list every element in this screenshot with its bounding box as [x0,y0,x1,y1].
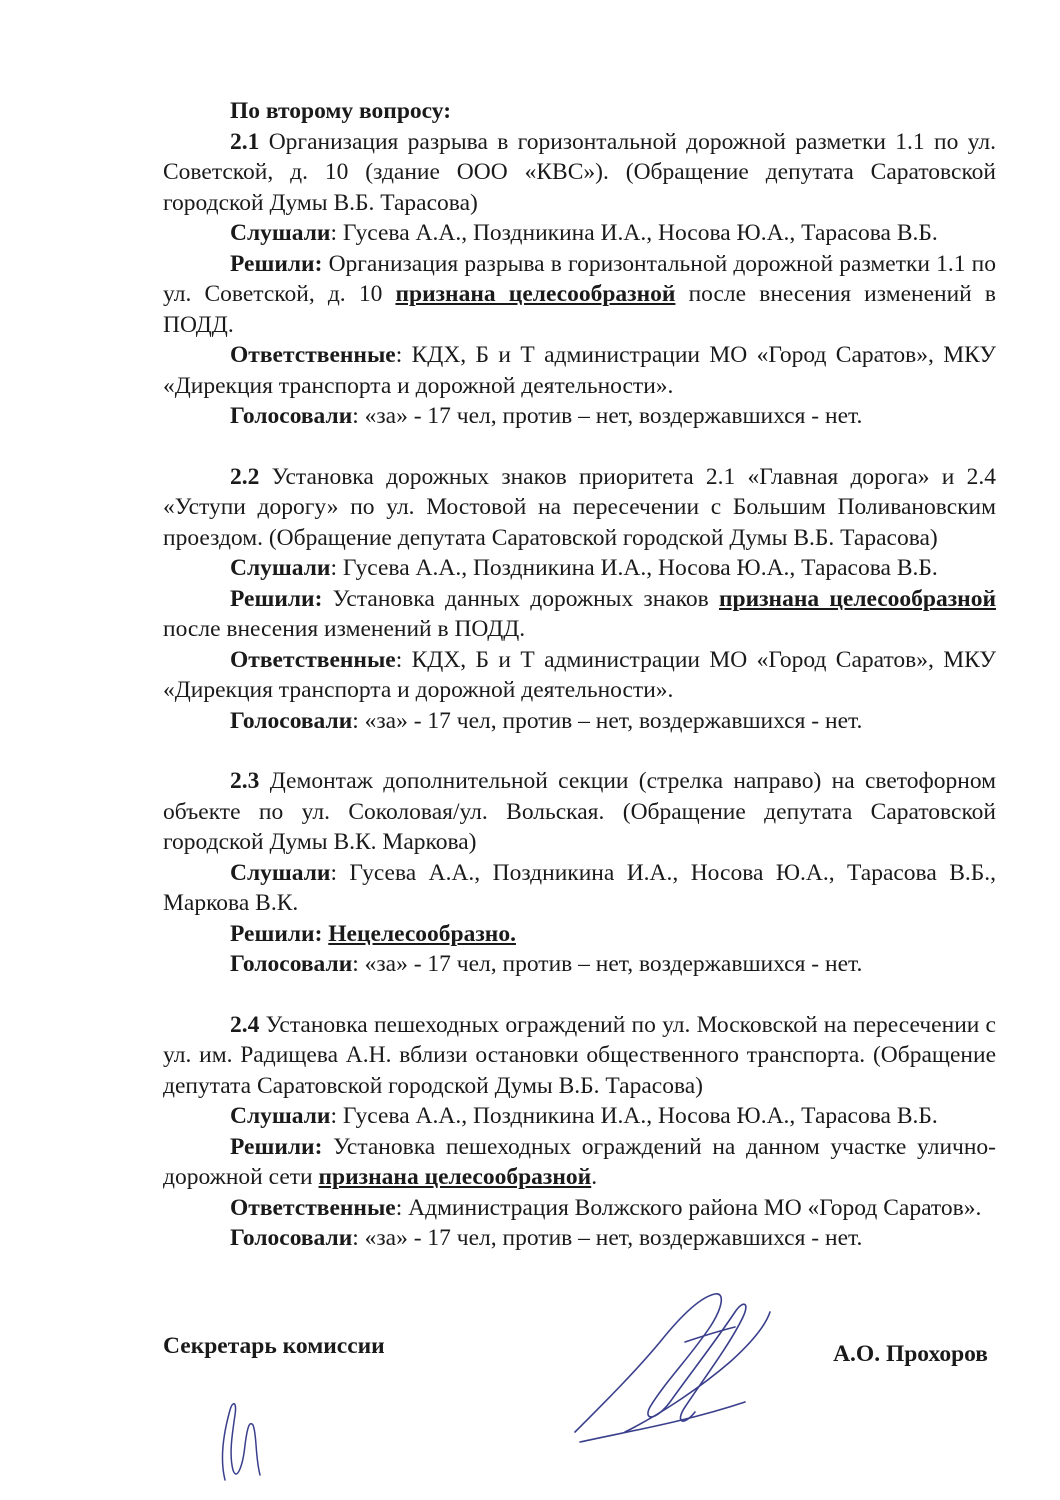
item-2-4-decided: Решили: Установка пешеходных ограждений на данном участке улично-дорожной сети признана целесообразной. [163,1133,996,1190]
item-2-4-title: 2.4 Установка пешеходных ограждений по ул. Московской на пересечении с ул. им. Радищева А.Н. вблизи остановки общественного транспорта. (Обращение депутата Саратовской городской Думы В.Б. Тарасова) [163,1011,996,1099]
item-number: 2.4 [230,1011,260,1038]
item-2-3-vote: Голосовали: «за» - 17 чел, против – нет, воздержавшихся - нет. [230,951,863,977]
item-2-2-decided: Решили: Установка данных дорожных знаков признана целесообразной после внесения изменений в ПОДД. [163,585,996,642]
item-2-2-heard: Слушали: Гусева А.А., Поздникина И.А., Носова Ю.А., Тарасова В.Б. [230,555,938,581]
item-2-3-heard: Слушали: Гусева А.А., Поздникина И.А., Носова Ю.А., Тарасова В.Б., Маркова В.К. [163,859,996,916]
item-2-2-vote: Голосовали: «за» - 17 чел, против – нет, воздержавшихся - нет. [230,707,863,734]
item-2-4-heard: Слушали: Гусева А.А., Поздникина И.А., Носова Ю.А., Тарасова В.Б. [230,1103,938,1129]
item-2-2-responsible: Ответственные: КДХ, Б и Т администрации МО «Город Саратов», МКУ «Дирекция транспорта и дорожной деятельности». [163,646,996,703]
item-2-2-title: 2.2 Установка дорожных знаков приоритета 2.1 «Главная дорога» и 2.4 «Уступи дорогу» по ул. Мостовой на пересечении с Большим Поливановским проездом. (Обращение депутата Саратовской городской Думы В.Б. Тарасова) [163,463,996,551]
item-number: 2.2 [230,463,260,490]
item-2-1-responsible: Ответственные: КДХ, Б и Т администрации МО «Город Саратов», МКУ «Дирекция транспорта и дорожной деятельности». [163,342,996,399]
signature-icon [565,1282,785,1452]
secretary-name: А.О. Прохоров [833,1341,988,1367]
item-2-3-decided: Решили: Нецелесообразно. [230,920,516,947]
item-2-1-title: 2.1 Организация разрыва в горизонтальной дорожной разметки 1.1 по ул. Советской, д. 10 (здание ООО «КВС»). (Обращение депутата Саратовской городской Думы В.Б. Тарасова) [163,128,996,216]
item-2-4-responsible: Ответственные: Администрация Волжского района МО «Город Саратов». [230,1194,982,1221]
item-2-3-title: 2.3 Демонтаж дополнительной секции (стрелка направо) на светофорном объекте по ул. Соколовая/ул. Вольская. (Обращение депутата Саратовской городской Думы В.К. Маркова) [163,768,996,855]
item-2-4-vote: Голосовали: «за» - 17 чел, против – нет, воздержавшихся - нет. [230,1225,863,1251]
document-body [163,96,996,1254]
item-2-1-decided: Решили: Организация разрыва в горизонтальной дорожной разметки 1.1 по ул. Советской, д. 10 признана целесообразной после внесения изменений в ПОДД. [163,250,996,338]
secretary-title: Секретарь комиссии [163,1333,385,1359]
section-heading: По второму вопросу: [230,98,452,124]
item-2-1-heard: Слушали: Гусева А.А., Поздникина И.А., Носова Ю.А., Тарасова В.Б. [230,220,938,246]
item-2-1-vote: Голосовали: «за» - 17 чел, против – нет, воздержавшихся - нет. [230,403,863,429]
item-number: 2.1 [230,128,260,155]
initials-mark-icon [205,1390,275,1490]
item-number: 2.3 [230,768,260,794]
